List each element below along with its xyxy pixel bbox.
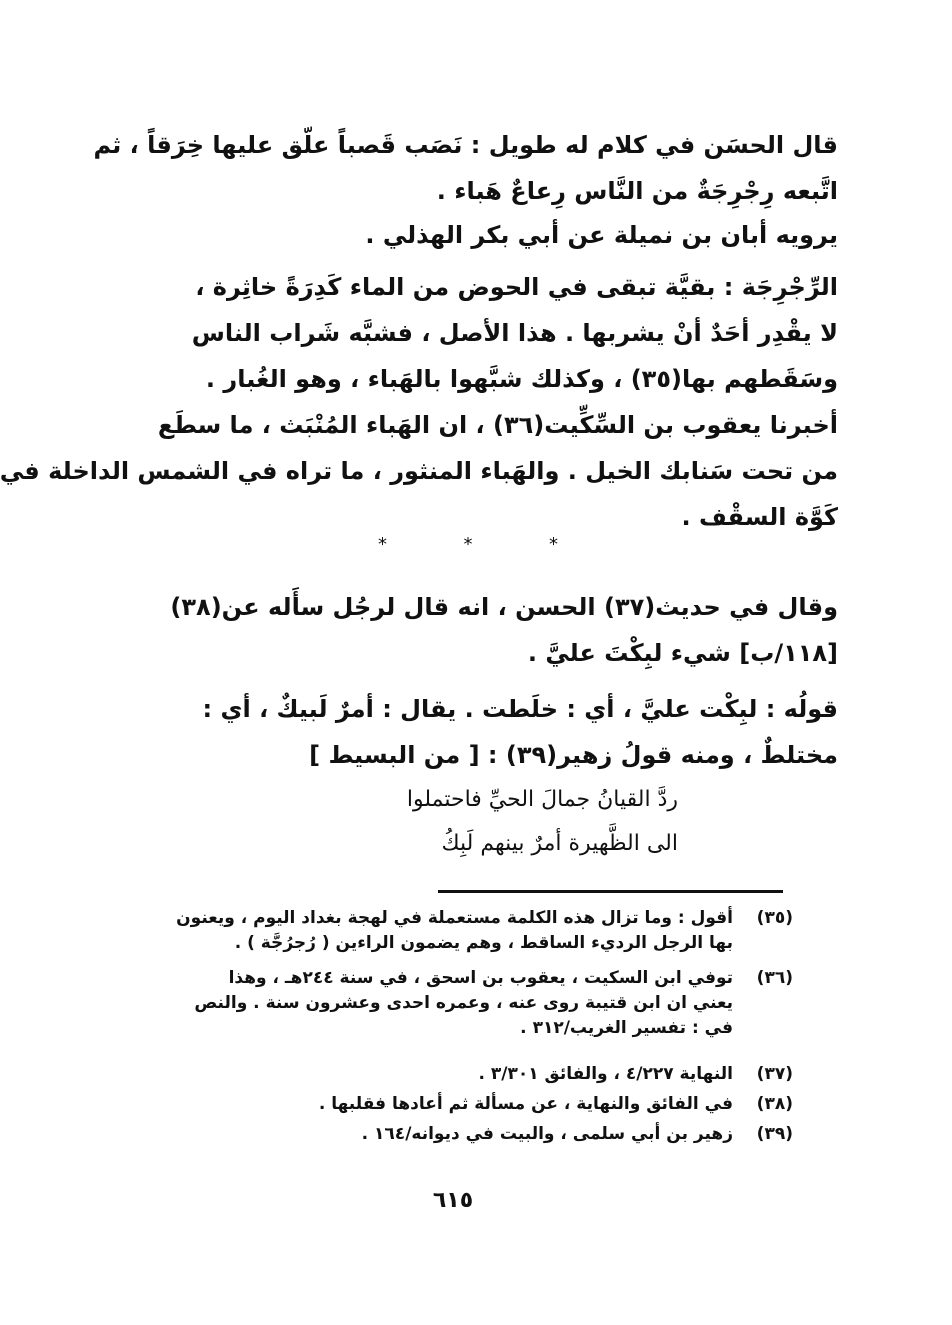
text-line: من تحت سَنابك الخيل . والهَباء المنثور ، ما تراه في الشمس الداخلة في [0,457,838,485]
footnote-number: (٣٩) [756,1124,793,1144]
footnote-text [133,1062,733,1087]
footnote-number: (٣٧) [756,1064,793,1084]
text-line: اتَّبعه رِجْرِجَةٌ من النَّاس رِعاعٌ هَباء . [436,177,838,205]
paragraph-narration-chain [138,212,838,258]
separator-star: * [378,534,387,555]
footnote-text [133,1092,733,1117]
footnote [133,1092,793,1117]
text-line: الرِّجْرِجَة : بقيَّة تبقى في الحوض من الماء كَدِرَةً خاثِرة ، [195,273,838,301]
separator-star: * [549,534,558,555]
text-line: كَوَّة السقْف . [681,503,838,531]
footnote-line: توفي ابن السكيت ، يعقوب بن اسحق ، في سنة ٢٤٤هـ ، وهذا [228,968,733,988]
footnote-line: زهير بن أبي سلمى ، والبيت في ديوانه/١٦٤ . [361,1124,733,1144]
footnote-line: النهاية ٤/٢٢٧ ، والفائق ٣/٣٠١ . [478,1064,733,1084]
paragraph-hasan-quote [93,122,838,214]
text-line: [١١٨/ب] شيء لبِكْتَ عليَّ . [527,639,838,667]
separator-star: * [463,534,473,555]
footnote-text [133,906,733,956]
footnote-text [133,966,733,1041]
footnote-number: (٣٦) [756,968,793,988]
paragraph-hadith-hasan [138,584,838,676]
text-line: قال الحسَن في كلام له طويل : نَصَب قَصباً علّق عليها خِرَقاً ، ثم [93,131,838,159]
paragraph-labikt-explanation [138,686,838,778]
footnote [133,1122,793,1147]
page-number: ٦١٥ [432,1188,474,1213]
footnote-number: (٣٥) [756,908,793,928]
footnote [133,1062,793,1087]
text-line: مختلطٌ ، ومنه قولُ زهير(٣٩) : [ من البسيط ] [309,741,838,769]
footnote [133,966,793,1041]
footnote-line: بها الرجل الرديء الساقط ، وهم يضمون الراءين ( رُجرُجَّة ) . [234,933,733,953]
footnote-divider [438,890,783,893]
text-line: أخبرنا يعقوب بن السِّكِّيت(٣٦) ، ان الهَباء المُنْبَث ، ما سطَع [157,411,838,439]
footnote-line: يعني ان ابن قتيبة روى عنه ، وعمره احدى وعشرون سنة . والنص [194,993,733,1013]
poem-verse [238,778,678,866]
section-separator [378,534,558,555]
footnote [133,906,793,956]
paragraph-habaa-explanation [0,402,838,540]
footnote-line: في : تفسير الغريب/٣١٢ . [520,1018,733,1038]
verse-first-hemistich: ردَّ القيانُ جمالَ الحيِّ فاحتملوا [406,787,678,812]
footnote-text [133,1122,733,1147]
text-line: قولُه : لبِكْت عليَّ ، أي : خلَطت . يقال : أمرٌ لَبيكٌ ، أي : [202,695,838,723]
text-line: وقال في حديث(٣٧) الحسن ، انه قال لرجُل سأَله عن(٣٨) [170,593,838,621]
text-line: وسَقَطهم بها(٣٥) ، وكذلك شبَّهوا بالهَباء ، وهو الغُبار . [205,365,838,393]
text-line: لا يقْدِر أحَدٌ أنْ يشربها . هذا الأصل ، فشبَّه شَراب الناس [191,319,838,347]
text-line: يرويه أبان بن نميلة عن أبي بكر الهذلي . [365,221,838,249]
footnote-line: أقول : وما تزال هذه الكلمة مستعملة في لهجة بغداد اليوم ، ويعنون [176,908,733,928]
verse-second-hemistich: الى الظَّهيرة أمرٌ بينهم لَبِكُ [441,831,678,856]
footnote-line: في الفائق والنهاية ، عن مسألة ثم أعادها فقلبها . [318,1094,733,1114]
paragraph-rijrija-explanation [138,264,838,402]
footnote-number: (٣٨) [756,1094,793,1114]
